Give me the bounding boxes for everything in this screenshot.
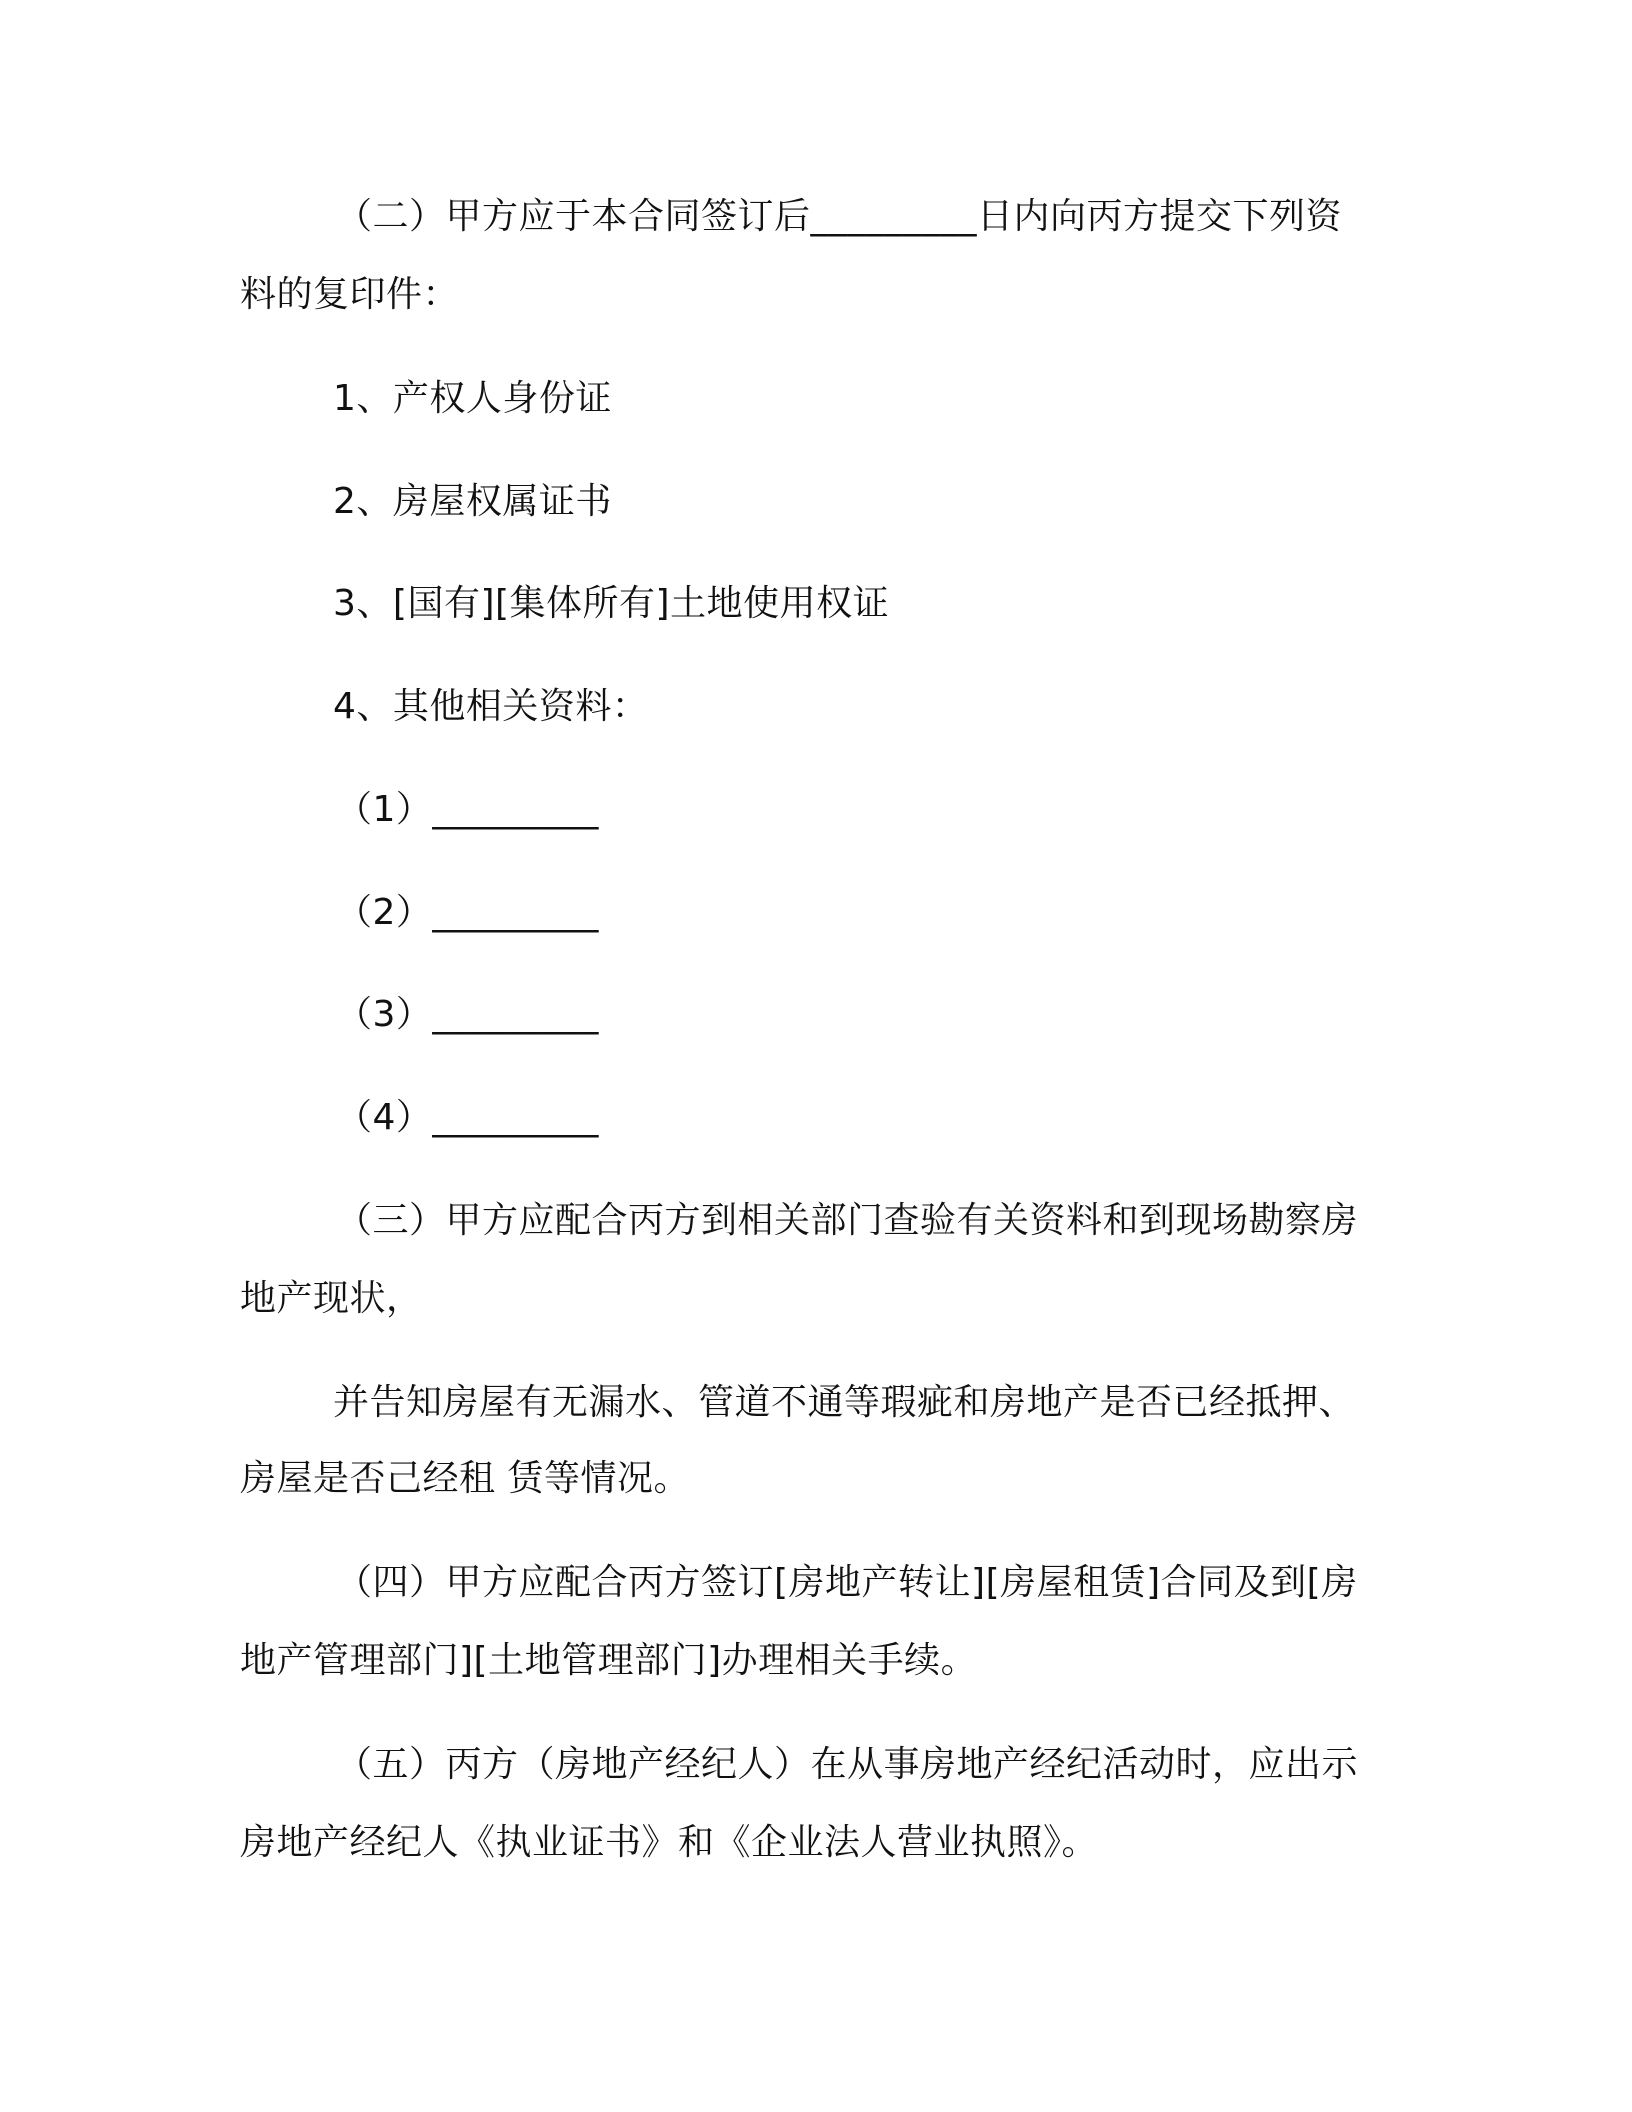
clause-4-line-2: 地产管理部门][土地管理部门]办理相关手续。 [240, 1640, 978, 1681]
clause-3-line-1: （三）甲方应配合丙方到相关部门查验有关资料和到现场勘察房 [336, 1200, 1359, 1241]
list-item-4: 4、其他相关资料： [333, 686, 649, 727]
clause-2-line-1: （二）甲方应于本合同签订后_________日内向丙方提交下列资 [336, 196, 1343, 237]
clause-5-line-2: 房地产经纪人《执业证书》和《企业法人营业执照》。 [240, 1822, 1099, 1863]
sub-item-3: （3）_________ [336, 994, 599, 1035]
clause-5-line-1: （五）丙方（房地产经纪人）在从事房地产经纪活动时，应出示 [336, 1744, 1359, 1785]
list-item-2: 2、房屋权属证书 [333, 481, 612, 522]
list-item-1: 1、产权人身份证 [333, 378, 612, 419]
clause-3-cont-line-2: 房屋是否己经租 赁等情况。 [240, 1458, 690, 1499]
sub-item-2: （2）_________ [336, 892, 599, 933]
list-item-3: 3、[国有][集体所有]土地使用权证 [333, 583, 890, 624]
clause-3-line-2: 地产现状， [240, 1278, 423, 1319]
clause-2-line-2: 料的复印件： [240, 274, 460, 315]
sub-item-1: （1）_________ [336, 789, 599, 830]
clause-3-cont-line-1: 并告知房屋有无漏水、管道不通等瑕疵和房地产是否已经抵押、 [333, 1382, 1356, 1423]
clause-4-line-1: （四）甲方应配合丙方签订[房地产转让][房屋租赁]合同及到[房 [336, 1562, 1358, 1603]
sub-item-4: （4）_________ [336, 1097, 599, 1138]
